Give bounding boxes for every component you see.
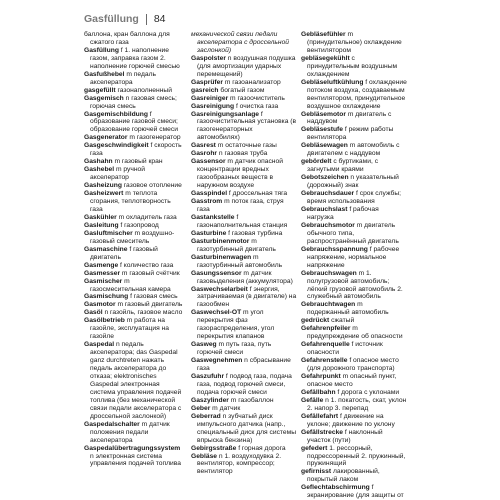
dictionary-entry [84, 262, 185, 270]
dictionary-entry [191, 413, 297, 445]
headword: Gefahrenquelle [301, 341, 350, 349]
translation: механической связи педали акселератора с дроссельной заслонкой) [191, 31, 290, 54]
translation: m газовый счётчик [120, 269, 180, 277]
headword: Gaspolster [191, 54, 226, 62]
translation: 1. рессорный, подрессоренный 2. пружинный, пружинящий [307, 444, 406, 468]
dictionary-entry [84, 87, 185, 95]
translation: f режим работы вентилятора [307, 126, 394, 142]
headword: gedrückt [301, 317, 330, 325]
headword: Gasturbine [191, 229, 227, 237]
translation: f энергия, затрачиваемая (в двигателе) на газообмен [197, 285, 297, 309]
dictionary-entry [84, 166, 185, 182]
dictionary-entry [84, 111, 185, 135]
dictionary-entry [301, 142, 407, 158]
headword: gasreich [191, 86, 219, 94]
translation: n указательный (дорожный) знак [307, 174, 399, 190]
dictionary-entry [191, 55, 297, 79]
dictionary-entry [191, 445, 297, 453]
running-head: Gasfüllung [84, 13, 139, 25]
dictionary-entry [191, 286, 297, 310]
headword: Gasleitung [84, 221, 119, 229]
translation: богатый газом [218, 86, 265, 94]
headword: Gefahrenpfeiler [301, 325, 351, 333]
dictionary-entry [84, 222, 185, 230]
translation: m датчик газовыделения (аккумулятора) [197, 269, 293, 285]
dictionary-entry [191, 31, 297, 55]
header-divider [146, 14, 147, 25]
dictionary-entry [301, 484, 407, 500]
translation: n воздушная подушка (для амортизации ударных перемещений) [197, 54, 296, 78]
headword: Gasgemischbildung [84, 110, 148, 118]
headword: Gasfüllung [84, 46, 119, 54]
headword: gebläsegekühlt [301, 54, 350, 62]
translation: m 1. полугрузовой автомобиль; лёгкий грузовой автомобиль 2. служебный автомобиль [307, 269, 403, 301]
translation: m датчик положения педали акселератора [90, 420, 170, 444]
dictionary-entry [84, 230, 185, 246]
headword: Gasmotor [84, 301, 116, 309]
dictionary-entry [84, 158, 185, 166]
translation: f 1. наполнение газом, заправка газом 2. наполнение горючей смесью [90, 46, 180, 70]
headword: Gebläsefühler [301, 31, 346, 38]
dictionary-entry [191, 198, 297, 214]
translation: m двигатель обычного типа, распространённый двигатель [307, 221, 399, 245]
translation: f дорога с уклонами [335, 388, 400, 396]
translation: m газотурбинный двигатель [197, 237, 276, 253]
translation: f газовый двигатель [90, 245, 158, 261]
headword: Gasmischer [84, 277, 123, 285]
headword: Geflechtabschirmung [301, 484, 370, 492]
dictionary-entry [84, 190, 185, 214]
dictionary-entry [191, 214, 297, 230]
headword: Gasöl [84, 309, 103, 317]
dictionary-entry [301, 317, 407, 325]
headword: Gebläseluftkühlung [301, 78, 364, 86]
translation: m датчик опасной концентрации вредных газообразных веществ в наружном воздухе [197, 158, 283, 190]
dictionary-entry [84, 421, 185, 445]
dictionary-entry [84, 341, 185, 421]
translation: m газотурбинный автомобиль [197, 253, 283, 269]
translation: n газовая смесь; горючая смесь [90, 94, 177, 110]
headword: gefirnisst [301, 468, 332, 476]
dictionary-entry [191, 357, 297, 373]
translation: m датчик [210, 404, 241, 412]
headword: Gasgeschwindigkeit [84, 142, 149, 150]
translation: m газосмесительная камера [90, 277, 171, 293]
dictionary-entry [301, 222, 407, 246]
headword: Gefällbahn [301, 388, 336, 396]
dictionary-entry [301, 397, 407, 413]
headword: Gaswechsel-OT [191, 309, 242, 317]
dictionary-entry [191, 453, 297, 477]
headword: Gasmischung [84, 293, 129, 301]
headword: Gassensor [191, 158, 226, 166]
translation: m ручной акселератор [90, 166, 146, 182]
translation: m воздушно-газовый смеситель [90, 229, 175, 245]
translation: f движение на уклоне; движение по уклону [307, 412, 395, 428]
translation: m охладитель газа [116, 213, 177, 221]
translation: сжатый [329, 317, 355, 325]
translation: n газовая труба [217, 150, 268, 158]
headword: Gaspedalschalter [84, 420, 140, 428]
dictionary-entry [84, 31, 185, 47]
translation: n газойль, газовое масло [102, 309, 183, 317]
dictionary-entry [191, 405, 297, 413]
translation: f дроссельная тяга [227, 190, 288, 198]
headword: Gasreinigung [191, 102, 235, 110]
translation: f экранирование (для защиты от [307, 484, 404, 500]
translation: f газопровод [118, 221, 159, 229]
dictionary-entry [301, 301, 407, 317]
translation: m работа на газойле, эксплуатация на газойле [90, 317, 170, 341]
headword: Gebläsewagen [301, 142, 348, 150]
dictionary-entry [191, 95, 297, 103]
headword: Gebrauchtwagen [301, 301, 356, 309]
dictionary-entry [84, 214, 185, 222]
headword: Gefahrenstelle [301, 357, 348, 365]
dictionary-entry [191, 79, 297, 87]
dictionary-entry [191, 111, 297, 143]
translation: лакированный, покрытый лаком [307, 468, 380, 484]
dictionary-entry [84, 182, 185, 190]
dictionary-entry [301, 468, 407, 484]
translation: m подержанный автомобиль [307, 301, 389, 317]
headword: gasgefüllt [84, 86, 116, 94]
translation: f газоочистительная установка (в газогенераторных автомобилях) [197, 110, 297, 142]
translation: m газовый двигатель [115, 301, 183, 309]
translation: f скорость газа [90, 142, 182, 158]
headword: Gaspedal [84, 341, 115, 349]
translation: m педаль акселератора [90, 70, 157, 86]
headword: Gasungssensor [191, 269, 242, 277]
headword: Gasmenge [84, 261, 119, 269]
translation: газовое отопление [121, 182, 182, 190]
dictionary-entry [84, 47, 185, 71]
translation: f подвод газа, подача газа, подвод горючей смеси, подача горючей смеси [197, 372, 292, 396]
column-2 [191, 31, 297, 476]
dictionary-entry [84, 317, 185, 341]
headword: Gaszylinder [191, 396, 229, 404]
column-3 [301, 31, 407, 500]
dictionary-entry [301, 357, 407, 373]
headword: Gebrauchsspannung [301, 245, 368, 253]
headword: Gasreiniger [191, 94, 229, 102]
headword: Gaswechselarbeit [191, 285, 248, 293]
dictionary-entry [191, 254, 297, 270]
headword: Gebrauchsdauer [301, 190, 355, 198]
dictionary-entry [84, 278, 185, 294]
page-header [84, 12, 166, 26]
translation: f рабочая нагрузка [307, 205, 379, 221]
translation: m двигатель с наддувом [307, 110, 392, 126]
translation: n электронная система управления подачей топлива [90, 452, 181, 468]
dictionary-entry [84, 134, 185, 142]
headword: Gaswegnehmen [191, 357, 243, 365]
dictionary-entry [191, 373, 297, 397]
dictionary-entry [301, 341, 407, 357]
dictionary-entry [301, 445, 407, 469]
headword: Gasheizwert [84, 190, 124, 198]
dictionary-entry [301, 126, 407, 142]
dictionary-entry [84, 246, 185, 262]
translation: f срок службы; время использования [307, 190, 402, 206]
dictionary-entry [301, 190, 407, 206]
headword: Gaszufuhr [191, 372, 225, 380]
headword: Gasweg [191, 341, 217, 349]
translation: f рабочее напряжение, нормальное напряжение [307, 245, 400, 269]
dictionary-entry [191, 270, 297, 286]
translation: m опасный пункт, опасное место [307, 372, 397, 388]
headword: Gaskühler [84, 213, 117, 221]
dictionary-entry [191, 230, 297, 238]
headword: Gasheizung [84, 182, 122, 190]
page-number: 84 [153, 13, 166, 25]
translation: с буртиками, с загнутыми краями [307, 158, 379, 174]
headword: Geberrad [191, 412, 221, 420]
headword: Gebirgsstraße [191, 444, 237, 452]
headword: gefedert [301, 444, 328, 452]
dictionary-entry [191, 238, 297, 254]
dictionary-entry [301, 111, 407, 127]
headword: Gasturbinenwagen [191, 253, 252, 261]
translation: с принудительным воздушным охлаждением [307, 54, 398, 78]
headword: Gasmesser [84, 269, 121, 277]
headword: Gasmaschine [84, 245, 128, 253]
dictionary-entry [301, 158, 407, 174]
dictionary-entry [301, 174, 407, 190]
dictionary-entry [301, 55, 407, 79]
translation: m газоанализатор [222, 78, 281, 86]
headword: Gasfußhebel [84, 70, 125, 78]
translation: n педаль акселератора; das Gaspedal ganz durchtreten нажать педаль акселератора до отказа; elektronisches Gaspedal электронная система управления подачей топлива (без механической связи педали акселератора с дроссельной заслонкой) [90, 341, 182, 420]
headword: Gasölbetrieb [84, 317, 125, 325]
translation: f горная дорога [236, 444, 286, 452]
dictionary-entry [191, 309, 297, 341]
dictionary-entry [191, 103, 297, 111]
translation: m газовый кран [112, 158, 163, 166]
headword: Gashahn [84, 158, 113, 166]
column-1 [84, 31, 185, 468]
headword: Gebläsestufe [301, 126, 343, 134]
translation: m поток газа, струя газа [197, 198, 284, 213]
dictionary-entry [301, 429, 407, 445]
headword: Gebrauchslast [301, 205, 348, 213]
translation: f очистка газа [234, 102, 279, 110]
translation: баллона, кран баллона для сжатого газа [84, 31, 170, 46]
headword: Gashebel [84, 166, 115, 174]
dictionary-entry [84, 445, 185, 469]
dictionary-entry [84, 71, 185, 87]
dictionary-entry [191, 341, 297, 357]
translation: m газобаллон [228, 396, 274, 404]
translation: f опасное место (для дорожного транспорта) [307, 357, 399, 373]
dictionary-entry [191, 190, 297, 198]
headword: Gasgenerator [84, 134, 128, 142]
headword: Gebrauchswagen [301, 269, 357, 277]
dictionary-entry [301, 413, 407, 429]
dictionary-entry [301, 79, 407, 111]
headword: Gefällstrecke [301, 428, 344, 436]
headword: Gebläse [191, 452, 218, 460]
headword: Gasturbinenmotor [191, 237, 250, 245]
dictionary-entry [301, 270, 407, 302]
headword: Gebotszeichen [301, 174, 349, 182]
translation: f наклонный участок (пути) [307, 428, 383, 444]
dictionary-entry [301, 389, 407, 397]
dictionary-entry [301, 325, 407, 341]
headword: Gasspindel [191, 190, 228, 198]
translation: m остаточные газы [215, 142, 277, 150]
headword: Gasprüfer [191, 78, 223, 86]
headword: gebördelt [301, 158, 332, 166]
translation: m газоочиститель [228, 94, 285, 102]
dictionary-entry [84, 142, 185, 158]
dictionary-entry [84, 270, 185, 278]
translation: n зубчатый диск импульсного датчика (напр., специальный диск для системы впрыска бензина) [197, 412, 297, 444]
headword: Gefällefahrt [301, 412, 339, 420]
translation: f источник опасности [307, 341, 383, 357]
headword: Gasrest [191, 142, 216, 150]
dictionary-entry [191, 397, 297, 405]
headword: Gasrohr [191, 150, 218, 158]
translation: n 1. покатость, скат, уклон 2. напор 3. перепад [307, 396, 407, 412]
translation: n 1. воздуходувка 2. вентилятор, компрессор; вентилятор [197, 452, 282, 476]
translation: m теплота сгорания, теплотворность газа [90, 190, 171, 213]
translation: f количество газа [118, 261, 174, 269]
headword: Gasluftmischer [84, 229, 133, 237]
translation: m путь газа, путь горючей смеси [197, 341, 272, 357]
headword: Gefahrpunkt [301, 372, 341, 380]
headword: Geber [191, 404, 211, 412]
translation: f газонаполнительная станция [197, 213, 288, 229]
headword: Gebrauchsmotor [301, 221, 355, 229]
translation: f охлаждение потоком воздуха, создаваемым вентилятором, принудительное воздушное охлаждение [307, 78, 407, 110]
headword: Gastankstelle [191, 213, 235, 221]
headword: Gebläsemotor [301, 110, 346, 118]
dictionary-entry [301, 206, 407, 222]
translation: n сбрасывание газа [197, 357, 291, 373]
translation: m автомобиль с двигателем с наддувом [307, 142, 400, 158]
headword: Gasstrom [191, 198, 223, 206]
headword: Gasreinigungsanlage [191, 110, 260, 118]
dictionary-entry [301, 373, 407, 389]
headword: Gaspedalübertragungssystem [84, 444, 181, 452]
translation: m предупреждение об опасности [307, 325, 403, 341]
translation: f газовая турбина [226, 229, 283, 237]
dictionary-entry [301, 31, 407, 55]
translation: газонаполненный [115, 86, 172, 94]
headword: Gefälle [301, 396, 324, 404]
translation: m угол перекрытия фаз газораспределения, угол перекрытия клапанов [197, 309, 275, 341]
headword: Gasgemisch [84, 94, 124, 102]
translation: m газогенератор [127, 134, 181, 142]
translation: m (принудительное) охлаждение вентилятором [307, 31, 402, 54]
translation: f газовая смесь [128, 293, 178, 301]
dictionary-entry [191, 87, 297, 95]
dictionary-entry [84, 95, 185, 111]
translation: f образование газовой смеси; образование горючей смеси [90, 110, 178, 134]
dictionary-entry [191, 158, 297, 190]
dictionary-entry [301, 246, 407, 270]
